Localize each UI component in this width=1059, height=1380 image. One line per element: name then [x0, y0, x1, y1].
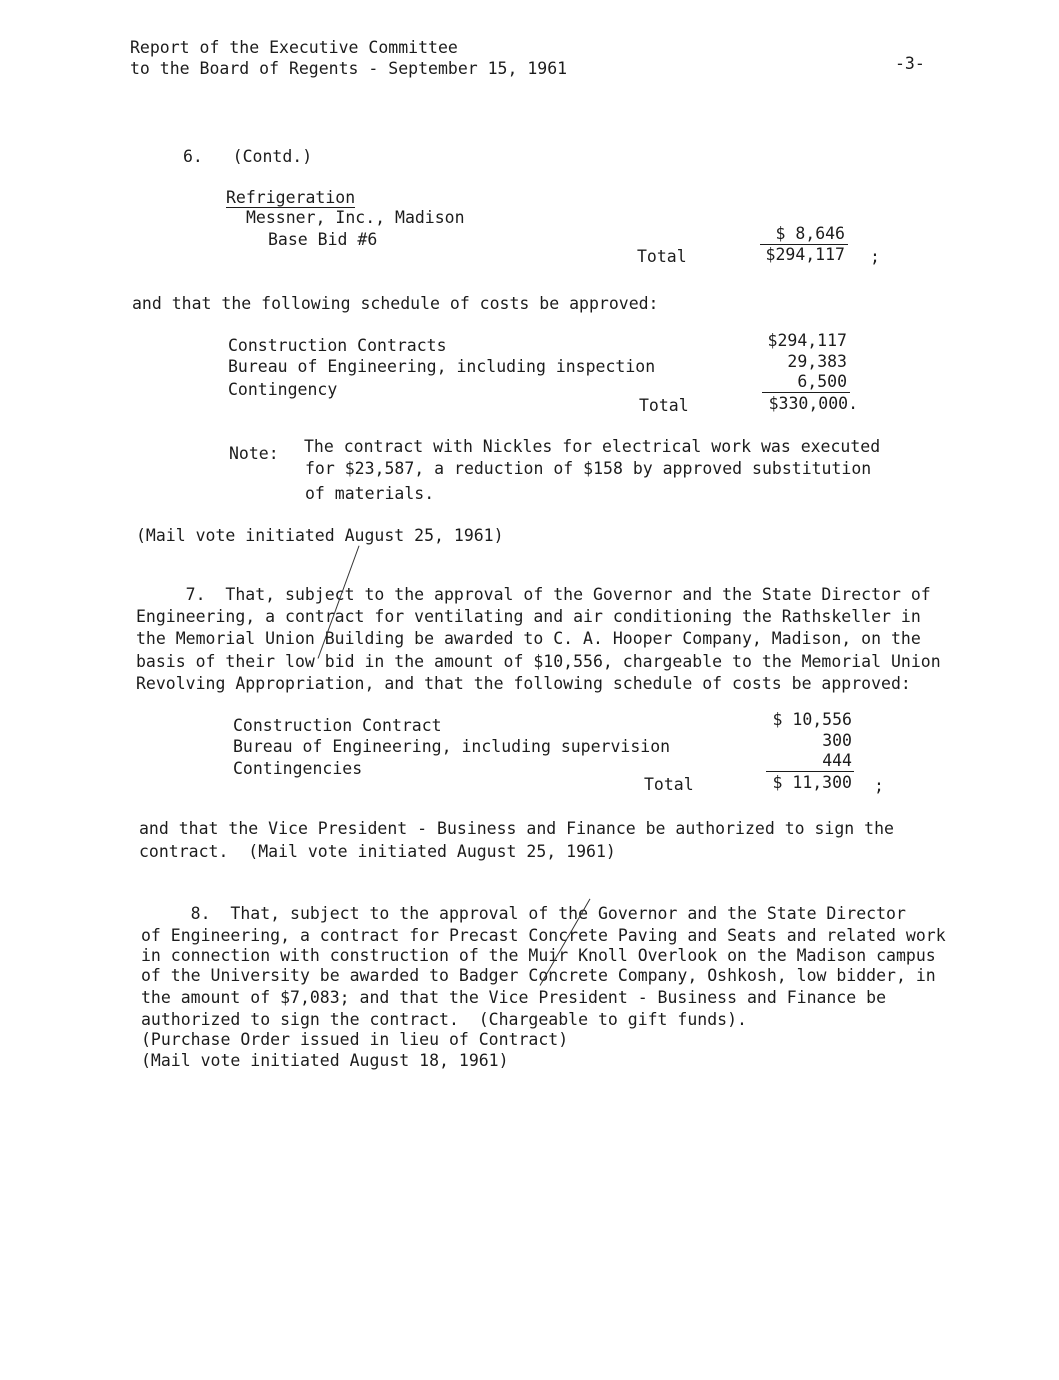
item-7-total-amount: $ 11,300: [772, 773, 852, 792]
item-8-line-1: 8. That, subject to the approval of the Governor and the State Director: [141, 904, 906, 923]
note-line-2: for $23,587, a reduction of $158 by approved substitution: [305, 459, 872, 478]
item-6-schedule-total: $330,000.: [768, 394, 858, 413]
item-8-line-3: in connection with construction of the Muir Knoll Overlook on the Madison campus: [141, 946, 936, 965]
item-6-bid-amount: $ 8,646: [775, 224, 845, 243]
item-8-line-5: the amount of $7,083; and that the Vice President - Business and Finance be: [141, 988, 887, 1007]
item-7-schedule-amount-2: 300: [822, 731, 852, 750]
report-title-line-2: to the Board of Regents - September 15, 1961: [130, 59, 568, 78]
item-7-schedule-amount-3: 444: [822, 751, 852, 770]
item-8-line-4: of the University be awarded to Badger Concrete Company, Oshkosh, low bidder, in: [141, 966, 936, 985]
item-6-bid: Base Bid #6: [268, 230, 378, 249]
item-6-schedule-underline: [762, 392, 850, 393]
item-8-line-6: authorized to sign the contract. (Chargeable to gift funds).: [141, 1010, 747, 1029]
note-line-3: of materials.: [305, 484, 435, 503]
item-6-category: [226, 188, 355, 208]
item-7-schedule-label-2: Bureau of Engineering, including supervision: [233, 737, 671, 756]
item-6-total-semicolon: ;: [870, 247, 880, 266]
item-6-schedule-total-label: Total: [639, 396, 689, 415]
item-8-line-8: (Mail vote initiated August 18, 1961): [141, 1051, 509, 1070]
note-line-1: The contract with Nickles for electrical work was executed: [304, 437, 881, 456]
item-6-mail-vote: (Mail vote initiated August 25, 1961): [136, 526, 504, 545]
item-7-line-1: 7. That, subject to the approval of the Governor and the State Director of: [136, 585, 931, 604]
item-6-schedule-label-1: Construction Contracts: [228, 336, 447, 355]
page-number: -3-: [895, 54, 925, 73]
item-6-total-amount: $294,117: [765, 245, 845, 264]
item-7-line-2: Engineering, a contract for ventilating and air conditioning the Rathskeller in: [136, 607, 921, 626]
item-6-schedule-amount-2: 29,383: [787, 352, 847, 371]
note-label: Note:: [229, 444, 279, 463]
item-7-closing-line-1: and that the Vice President - Business and Finance be authorized to sign the: [139, 819, 894, 838]
item-7-total-label: Total: [644, 775, 694, 794]
item-6-schedule-label-3: Contingency: [228, 380, 338, 399]
item-6-schedule-label-2: Bureau of Engineering, including inspection: [228, 357, 656, 376]
item-7-schedule-underline: [766, 771, 854, 772]
item-6-total-label: Total: [637, 247, 687, 266]
item-6-category-text: Refrigeration: [226, 188, 356, 207]
item-6-contractor: Messner, Inc., Madison: [246, 208, 465, 227]
item-7-closing-line-2: contract. (Mail vote initiated August 25, 1961): [139, 842, 616, 861]
item-7-schedule-label-1: Construction Contract: [233, 716, 442, 735]
item-8-line-2: of Engineering, a contract for Precast Concrete Paving and Seats and related work: [141, 926, 946, 945]
report-title-line-1: Report of the Executive Committee: [130, 38, 458, 57]
item-7-schedule-label-3: Contingencies: [233, 759, 363, 778]
item-6-schedule-amount-1: $294,117: [767, 331, 847, 350]
item-7-total-semicolon: ;: [874, 776, 884, 795]
item-6-schedule-amount-3: 6,500: [797, 372, 847, 391]
item-7-line-4: basis of their low bid in the amount of $10,556, chargeable to the Memorial Union: [136, 652, 941, 671]
item-8-line-7: (Purchase Order issued in lieu of Contract): [141, 1030, 569, 1049]
item-7-line-3: the Memorial Union Building be awarded to C. A. Hooper Company, Madison, on the: [136, 629, 921, 648]
item-7-line-5: Revolving Appropriation, and that the following schedule of costs be approved:: [136, 674, 911, 693]
item-7-schedule-amount-1: $ 10,556: [772, 710, 852, 729]
item-6-schedule-intro: and that the following schedule of costs be approved:: [132, 294, 659, 313]
item-6-heading: 6. (Contd.): [183, 147, 313, 166]
